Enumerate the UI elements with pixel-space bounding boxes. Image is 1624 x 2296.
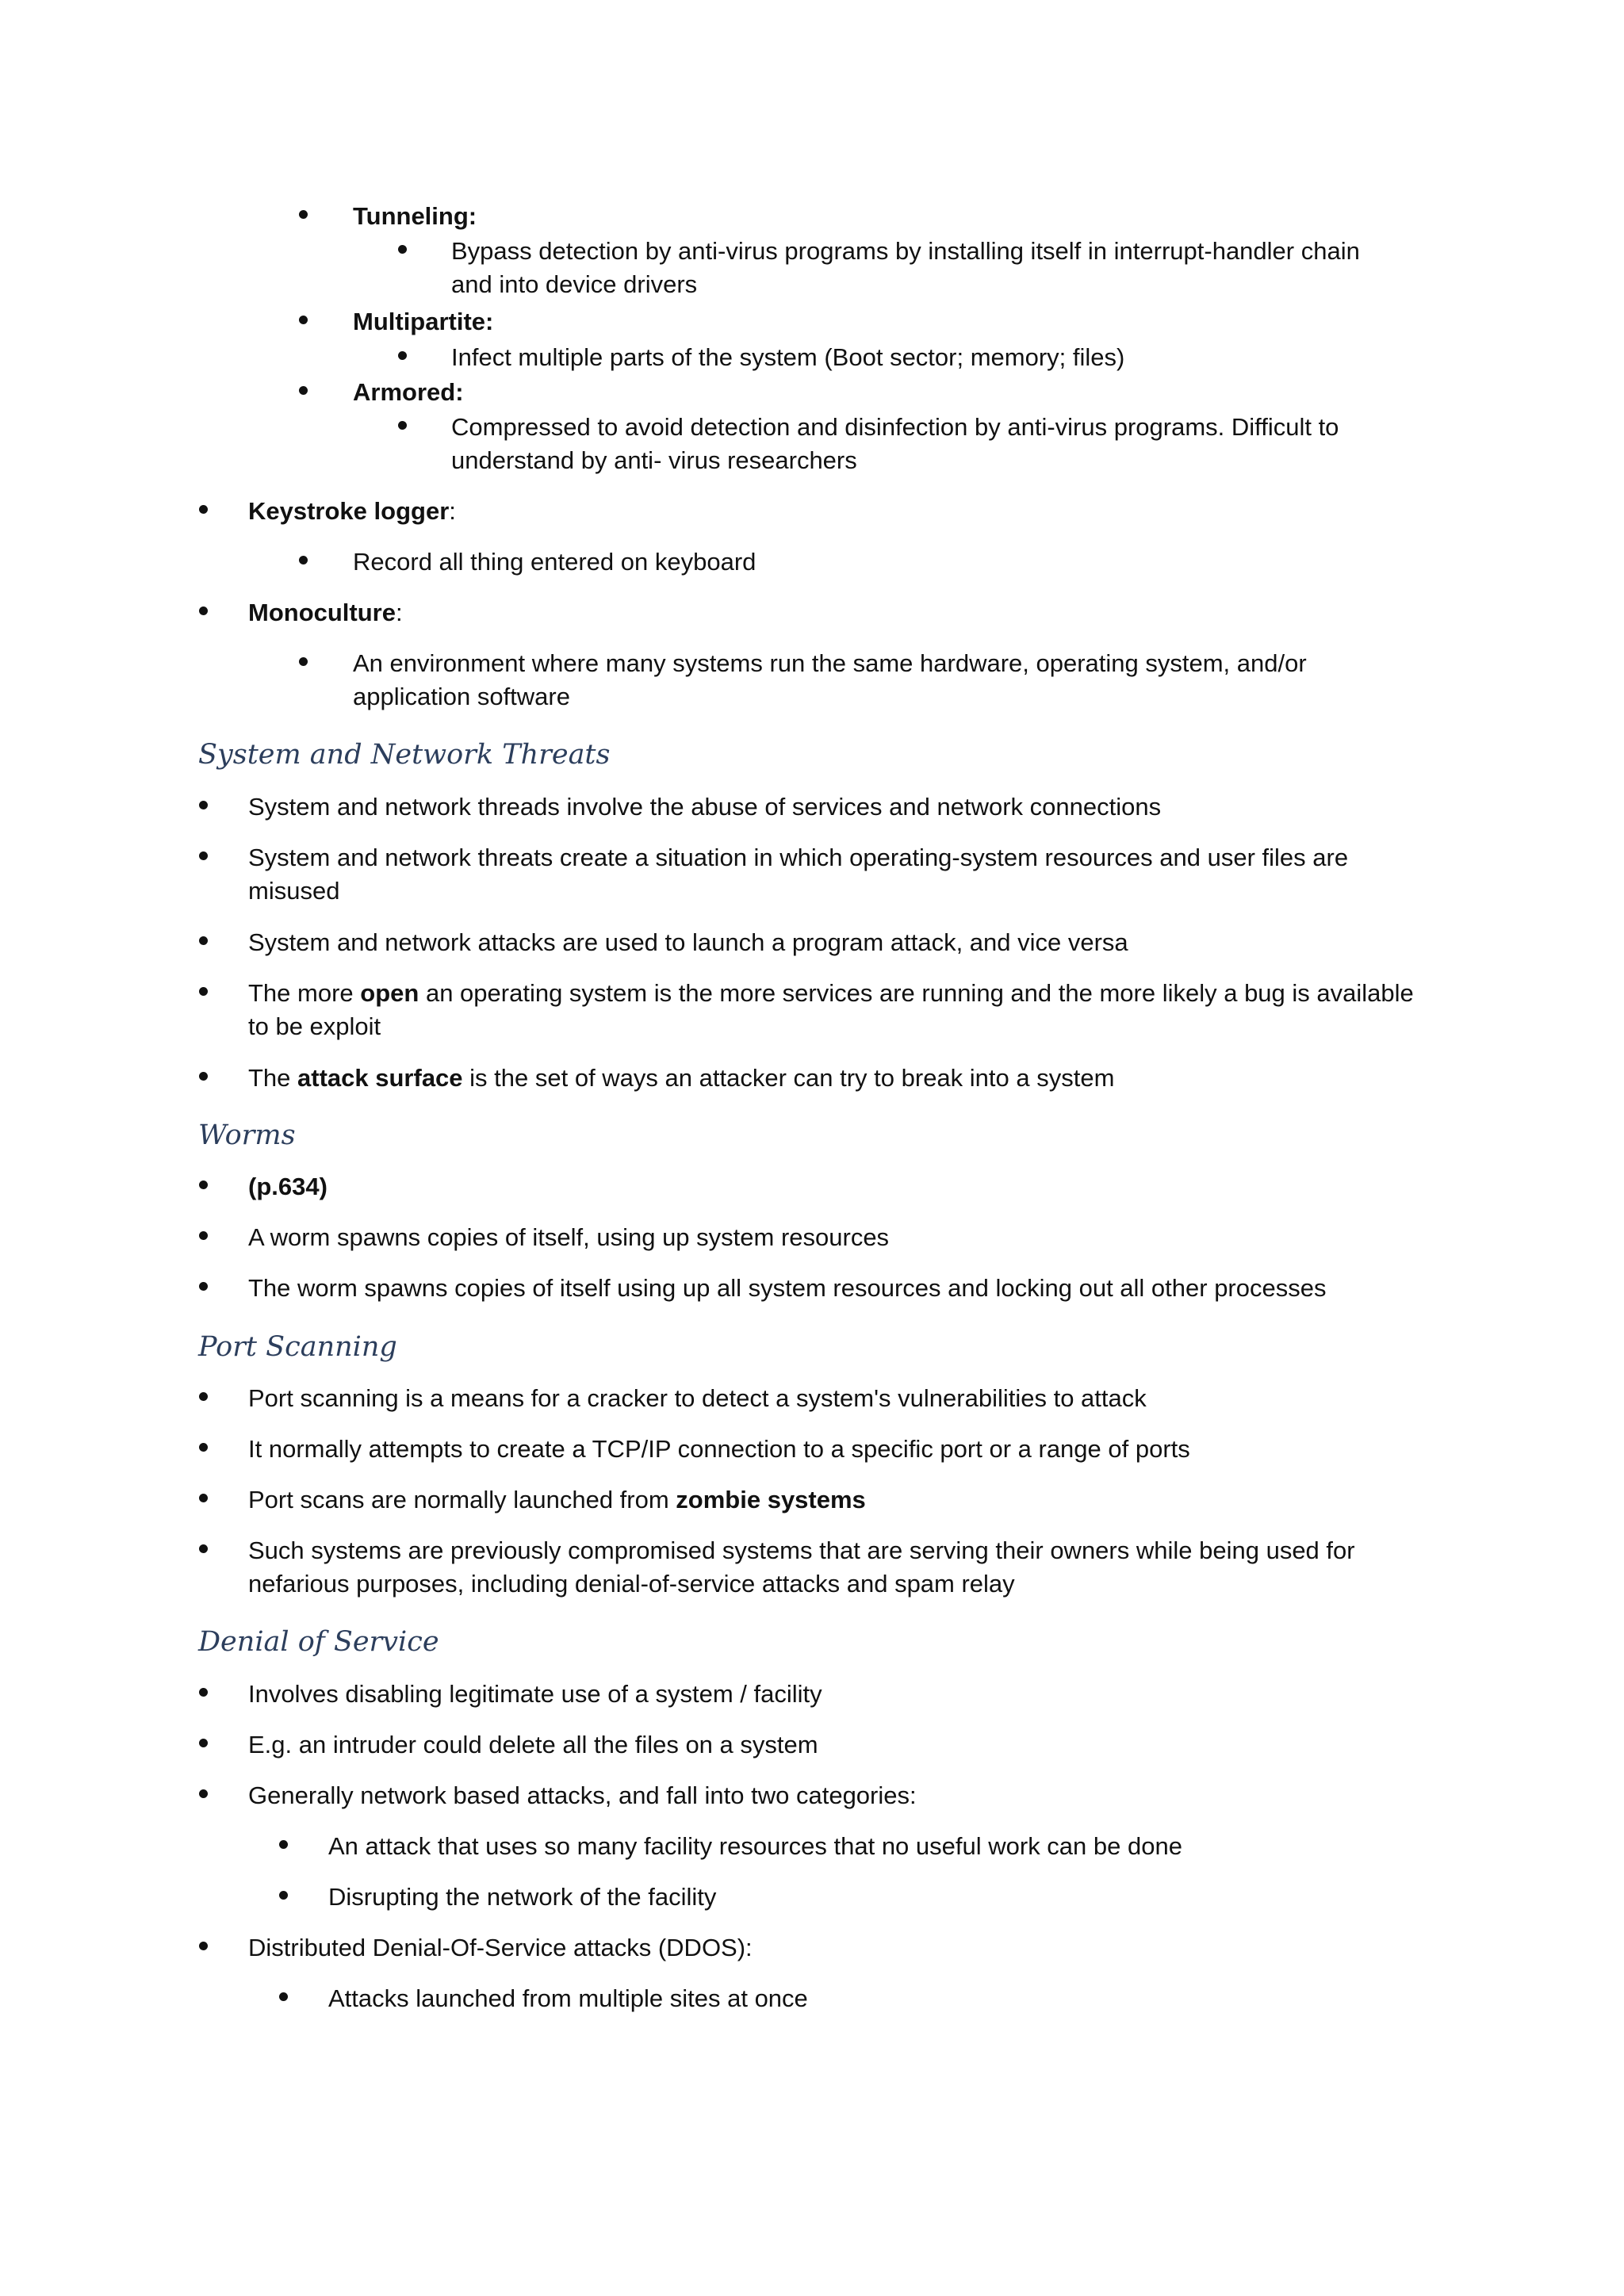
bullet xyxy=(199,1282,208,1291)
bullet xyxy=(398,351,407,360)
bullet xyxy=(398,245,407,254)
list-subitem: Attacks launched from multiple sites at once xyxy=(328,1984,808,2012)
bullet xyxy=(199,1181,208,1189)
bullet xyxy=(199,801,208,809)
list-subitem: Disrupting the network of the facility xyxy=(328,1883,717,1911)
tunneling-desc-cont: and into device drivers xyxy=(451,270,698,298)
list-item: Port scanning is a means for a cracker to detect a system's vulnerabilities to attack xyxy=(248,1384,1147,1412)
list-item-cont: to be exploit xyxy=(248,1012,381,1040)
bullet xyxy=(199,607,208,615)
list-item: Involves disabling legitimate use of a system / facility xyxy=(248,1680,822,1708)
bullet xyxy=(199,851,208,860)
monoculture-desc: An environment where many systems run the same hardware, operating system, and/or xyxy=(353,649,1307,677)
multipartite-desc: Infect multiple parts of the system (Boot sector; memory; files) xyxy=(451,343,1125,371)
section-heading-denial-of-service: Denial of Service xyxy=(198,1626,439,1658)
list-item: Such systems are previously compromised systems that are serving their owners while being used for xyxy=(248,1536,1355,1564)
list-item: A worm spawns copies of itself, using up system resources xyxy=(248,1223,890,1251)
list-item: System and network threats create a situation in which operating-system resources and user files are xyxy=(248,844,1349,871)
list-item: Distributed Denial-Of-Service attacks (DDOS): xyxy=(248,1934,753,1961)
bullet xyxy=(199,1443,208,1452)
bullet xyxy=(279,1840,288,1849)
list-item: System and network attacks are used to launch a program attack, and vice versa xyxy=(248,928,1128,956)
armored-desc-cont: understand by anti- virus researchers xyxy=(451,446,857,474)
list-item: The attack surface is the set of ways an attacker can try to break into a system xyxy=(248,1064,1115,1092)
list-item-cont: nefarious purposes, including denial-of-service attacks and spam relay xyxy=(248,1570,1015,1598)
tunneling-desc: Bypass detection by anti-virus programs by installing itself in interrupt-handler chain xyxy=(451,237,1360,265)
bullet xyxy=(199,1231,208,1240)
bullet xyxy=(299,556,308,564)
bullet xyxy=(199,1688,208,1697)
list-subitem: An attack that uses so many facility resources that no useful work can be done xyxy=(328,1832,1182,1860)
bullet xyxy=(199,505,208,514)
bullet xyxy=(299,210,308,219)
armored-label: Armored: xyxy=(353,378,464,406)
bullet xyxy=(199,1544,208,1553)
bullet xyxy=(199,987,208,996)
bullet xyxy=(279,1992,288,2001)
bullet xyxy=(199,1494,208,1502)
monoculture-desc-cont: application software xyxy=(353,683,570,710)
bullet xyxy=(199,1789,208,1798)
bullet xyxy=(299,316,308,324)
armored-desc: Compressed to avoid detection and disinfection by anti-virus programs. Difficult to xyxy=(451,413,1339,441)
list-item: E.g. an intruder could delete all the files on a system xyxy=(248,1731,818,1758)
bullet xyxy=(199,1739,208,1747)
list-item: Port scans are normally launched from zombie systems xyxy=(248,1486,866,1513)
bullet xyxy=(199,1072,208,1081)
bullet xyxy=(199,1942,208,1950)
multipartite-label: Multipartite: xyxy=(353,308,494,335)
section-heading-worms: Worms xyxy=(198,1119,296,1151)
list-item: It normally attempts to create a TCP/IP connection to a specific port or a range of ports xyxy=(248,1435,1190,1463)
list-item-cont: misused xyxy=(248,877,340,905)
list-item: Generally network based attacks, and fall into two categories: xyxy=(248,1781,917,1809)
keystroke-logger-label: Keystroke logger: xyxy=(248,497,456,525)
list-item: (p.634) xyxy=(248,1173,327,1200)
monoculture-label: Monoculture: xyxy=(248,599,403,626)
bullet xyxy=(299,386,308,395)
section-heading-system-network-threats: System and Network Threats xyxy=(198,739,611,771)
tunneling-label: Tunneling: xyxy=(353,202,477,230)
bullet xyxy=(299,657,308,666)
section-heading-port-scanning: Port Scanning xyxy=(198,1331,397,1363)
list-item: The worm spawns copies of itself using up all system resources and locking out all other processes xyxy=(248,1274,1327,1302)
bullet xyxy=(398,421,407,430)
list-item: System and network threads involve the abuse of services and network connections xyxy=(248,793,1162,821)
keystroke-logger-desc: Record all thing entered on keyboard xyxy=(353,548,756,576)
list-item: The more open an operating system is the more services are running and the more likely a bug is available xyxy=(248,979,1414,1007)
bullet xyxy=(199,1392,208,1401)
bullet xyxy=(279,1891,288,1900)
bullet xyxy=(199,936,208,945)
